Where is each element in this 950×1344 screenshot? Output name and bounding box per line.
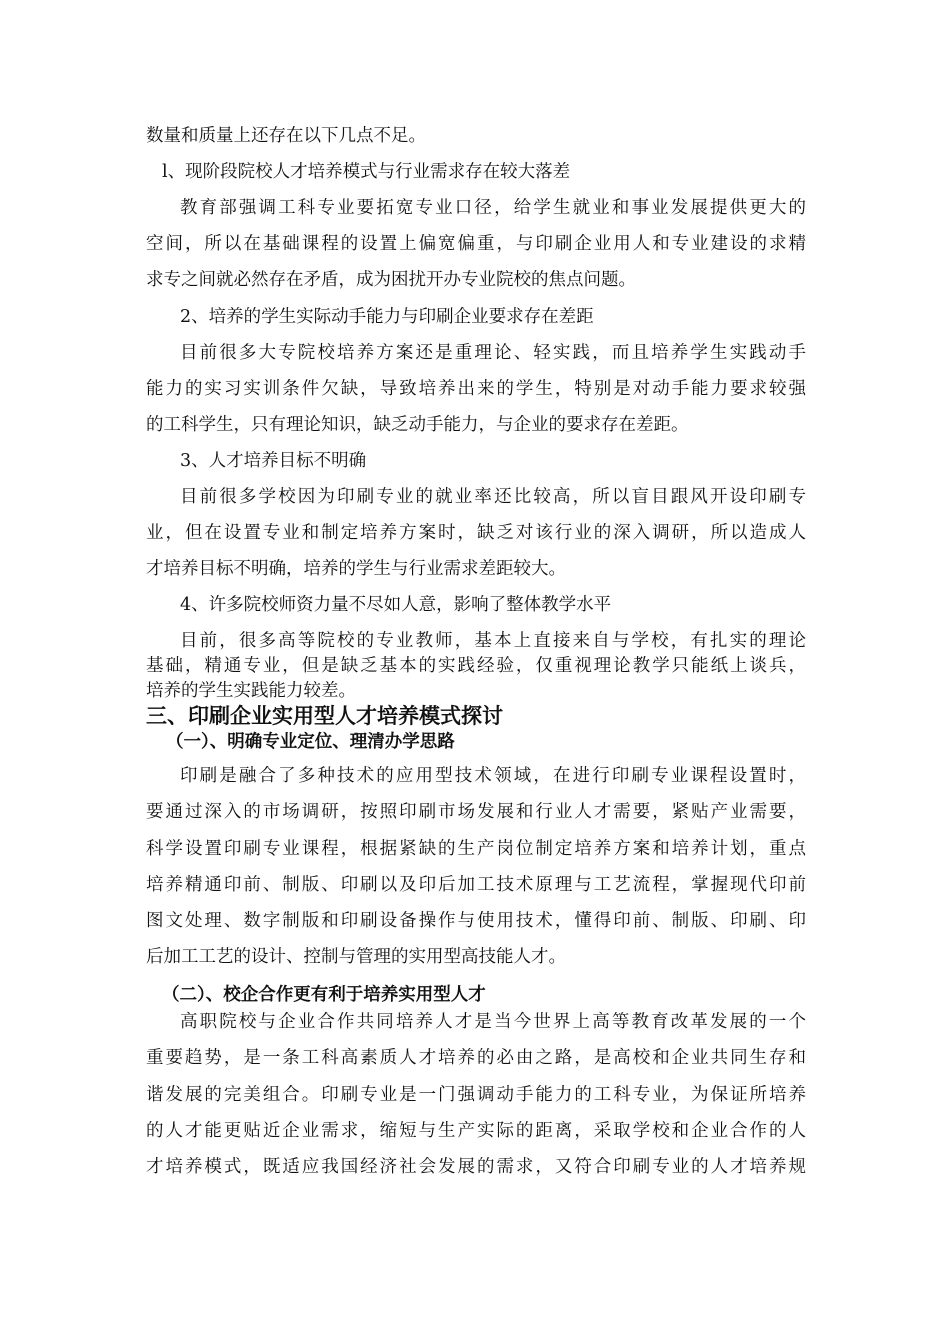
section-heading: 三、印刷企业实用型人才培养模式探讨 bbox=[146, 703, 503, 728]
list-item-heading: 2、培养的学生实际动手能力与印刷企业要求存在差距 bbox=[180, 307, 594, 327]
list-item-heading: 4、许多院校师资力量不尽如人意，影响了整体教学水平 bbox=[180, 595, 612, 615]
paragraph-line: 培养的学生实践能力较差。 bbox=[146, 681, 356, 701]
paragraph-line: 的人才能更贴近企业需求，缩短与生产实际的距离，采取学校和企业合作的人 bbox=[146, 1121, 806, 1141]
paragraph-line: 教育部强调工科专业要拓宽专业口径，给学生就业和事业发展提供更大的 bbox=[180, 198, 806, 218]
paragraph-line: 高职院校与企业合作共同培养人才是当今世界上高等教育改革发展的一个 bbox=[180, 1012, 806, 1032]
paragraph-line: 能力的实习实训条件欠缺，导致培养出来的学生，特别是对动手能力要求较强 bbox=[146, 379, 806, 399]
paragraph-line: 目前很多大专院校培养方案还是重理论、轻实践，而且培养学生实践动手 bbox=[180, 343, 806, 363]
paragraph-line: 培养精通印前、制版、印刷以及印后加工技术原理与工艺流程，掌握现代印前 bbox=[146, 875, 806, 895]
paragraph-line: 基础，精通专业，但是缺乏基本的实践经验，仅重视理论教学只能纸上谈兵， bbox=[146, 656, 806, 676]
subsection-heading: （二）、校企合作更有利于培养实用型人才 bbox=[162, 985, 486, 1005]
list-item-heading: 3、人才培养目标不明确 bbox=[180, 451, 367, 471]
paragraph-line: 业，但在设置专业和制定培养方案时，缺乏对该行业的深入调研，所以造成人 bbox=[146, 523, 806, 543]
paragraph-line: 科学设置印刷专业课程，根据紧缺的生产岗位制定培养方案和培养计划，重点 bbox=[146, 839, 806, 859]
paragraph-line: 求专之间就必然存在矛盾，成为困扰开办专业院校的焦点问题。 bbox=[146, 270, 636, 290]
paragraph-line: 才培养模式，既适应我国经济社会发展的需求，又符合印刷专业的人才培养规 bbox=[146, 1157, 806, 1177]
paragraph-line: 图文处理、数字制版和印刷设备操作与使用技术，懂得印前、制版、印刷、印 bbox=[146, 911, 806, 931]
paragraph-line: 空间，所以在基础课程的设置上偏宽偏重，与印刷企业用人和专业建设的求精 bbox=[146, 234, 806, 254]
paragraph-line: 要通过深入的市场调研，按照印刷市场发展和行业人才需要，紧贴产业需要， bbox=[146, 802, 806, 822]
paragraph-line: 印刷是融合了多种技术的应用型技术领域，在进行印刷专业课程设置时， bbox=[180, 766, 806, 786]
paragraph-line: 后加工工艺的设计、控制与管理的实用型高技能人才。 bbox=[146, 947, 566, 967]
list-item-heading: l、现阶段院校人才培养模式与行业需求存在较大落差 bbox=[162, 162, 571, 182]
paragraph-line: 的工科学生，只有理论知识，缺乏动手能力，与企业的要求存在差距。 bbox=[146, 415, 689, 435]
paragraph-line: 谐发展的完美组合。印刷专业是一门强调动手能力的工科专业，为保证所培养 bbox=[146, 1085, 806, 1105]
subsection-heading: （一）、明确专业定位、理清办学思路 bbox=[166, 732, 455, 752]
paragraph-line: 才培养目标不明确，培养的学生与行业需求差距较大。 bbox=[146, 559, 566, 579]
paragraph-line: 重要趋势，是一条工科高素质人才培养的必由之路，是高校和企业共同生存和 bbox=[146, 1048, 806, 1068]
paragraph-line: 目前很多学校因为印刷专业的就业率还比较高，所以盲目跟风开设印刷专 bbox=[180, 487, 806, 507]
paragraph-line: 目前，很多高等院校的专业教师，基本上直接来自与学校，有扎实的理论 bbox=[180, 631, 806, 651]
paragraph-line: 数量和质量上还存在以下几点不足。 bbox=[146, 126, 426, 146]
